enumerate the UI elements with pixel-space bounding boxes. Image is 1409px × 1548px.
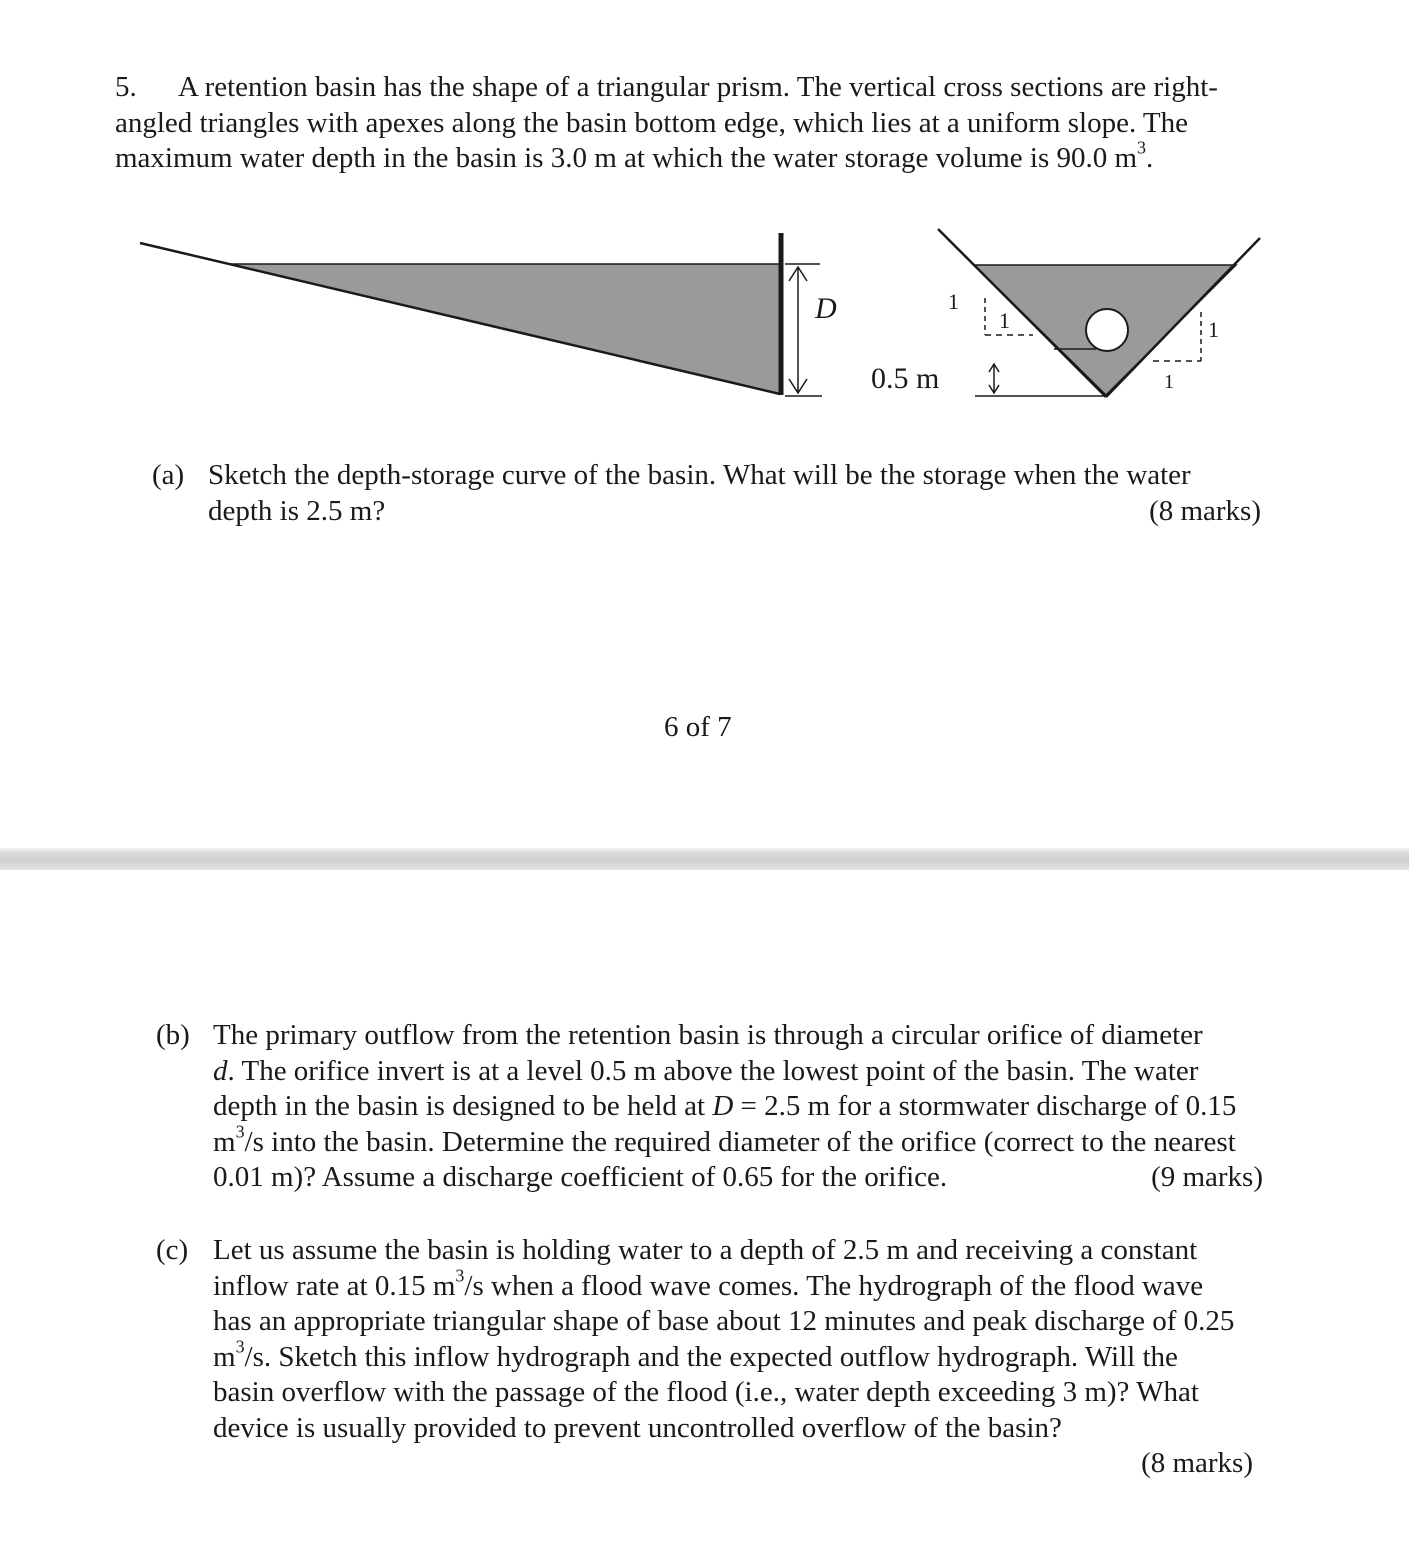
orifice-circle (1086, 309, 1128, 351)
part-c-line-1: Let us assume the basin is holding water to a depth of 2.5 m and receiving a constant (213, 1234, 1198, 1266)
part-a-marks: (8 marks) (1149, 494, 1261, 527)
part-b-line-2: d. The orifice invert is at a level 0.5 m above the lowest point of the basin. The water (213, 1054, 1199, 1087)
part-a-line-1: Sketch the depth-storage curve of the basin. What will be the storage when the water (208, 459, 1191, 491)
part-b-line-3: depth in the basin is designed to be held at D = 2.5 m for a stormwater discharge of 0.15 (213, 1090, 1237, 1122)
part-a-label: (a) (152, 459, 185, 491)
part-b-line-5: 0.01 m)? Assume a discharge coefficient of 0.65 for the orifice. (9 marks) (213, 1160, 1263, 1196)
orifice-height-label: 0.5 m (871, 362, 940, 395)
part-c-marks: (8 marks) (1141, 1447, 1253, 1479)
basin-figure (0, 0, 1409, 440)
part-c-line-2: inflow rate at 0.15 $m^3/s$ when a flood wave comes. The hydrograph of the flood wave (213, 1265, 1204, 1302)
page-divider (0, 848, 1409, 870)
right-slope-horizontal-label: 1 (1164, 371, 1174, 393)
page-number: 6 of 7 (664, 711, 732, 743)
part-b-line-4: $m^3/s$ into the basin. Determine the required diameter of the orifice (correct to the nearest (213, 1121, 1236, 1158)
part-c-line-5: basin overflow with the passage of the flood (i.e., water depth exceeding 3 m)? What (213, 1376, 1199, 1408)
right-slope-vertical-label: 1 (1208, 317, 1219, 342)
part-b-text (213, 1018, 1290, 1196)
part-c-text (213, 1233, 1293, 1482)
part-c-line-4: $m^3/s$. Sketch this inflow hydrograph and the expected outflow hydrograph. Will the (213, 1336, 1178, 1373)
part-b-line-1: The primary outflow from the retention basin is through a circular orifice of diameter (213, 1019, 1203, 1051)
left-slope-vertical-label: 1 (948, 289, 959, 314)
left-slope-horizontal-label: 1 (999, 308, 1010, 333)
intro-line-1: A retention basin has the shape of a triangular prism. The vertical cross sections are right- (178, 71, 1218, 103)
longitudinal-section (140, 233, 837, 396)
part-a-line-2: depth is 2.5 m? (8 marks) (208, 494, 1261, 530)
depth-label: D (815, 292, 837, 325)
part-a-text (208, 458, 1288, 529)
part-b-marks: (9 marks) (1151, 1161, 1263, 1193)
part-c-line-3: has an appropriate triangular shape of base about 12 minutes and peak discharge of 0.25 (213, 1305, 1235, 1337)
part-c-label: (c) (156, 1234, 189, 1266)
cross-section (871, 229, 1260, 397)
intro-line-3: maximum water depth in the basin is 3.0 m at which the water storage volume is 90.0 $m^3$. (115, 137, 1154, 174)
intro-line-2: angled triangles with apexes along the basin bottom edge, which lies at a uniform slope. The (115, 106, 1188, 139)
question-number: 5. (115, 71, 137, 103)
part-c-line-6: device is usually provided to prevent uncontrolled overflow of the basin? (213, 1411, 1062, 1444)
part-b-label: (b) (156, 1019, 190, 1051)
